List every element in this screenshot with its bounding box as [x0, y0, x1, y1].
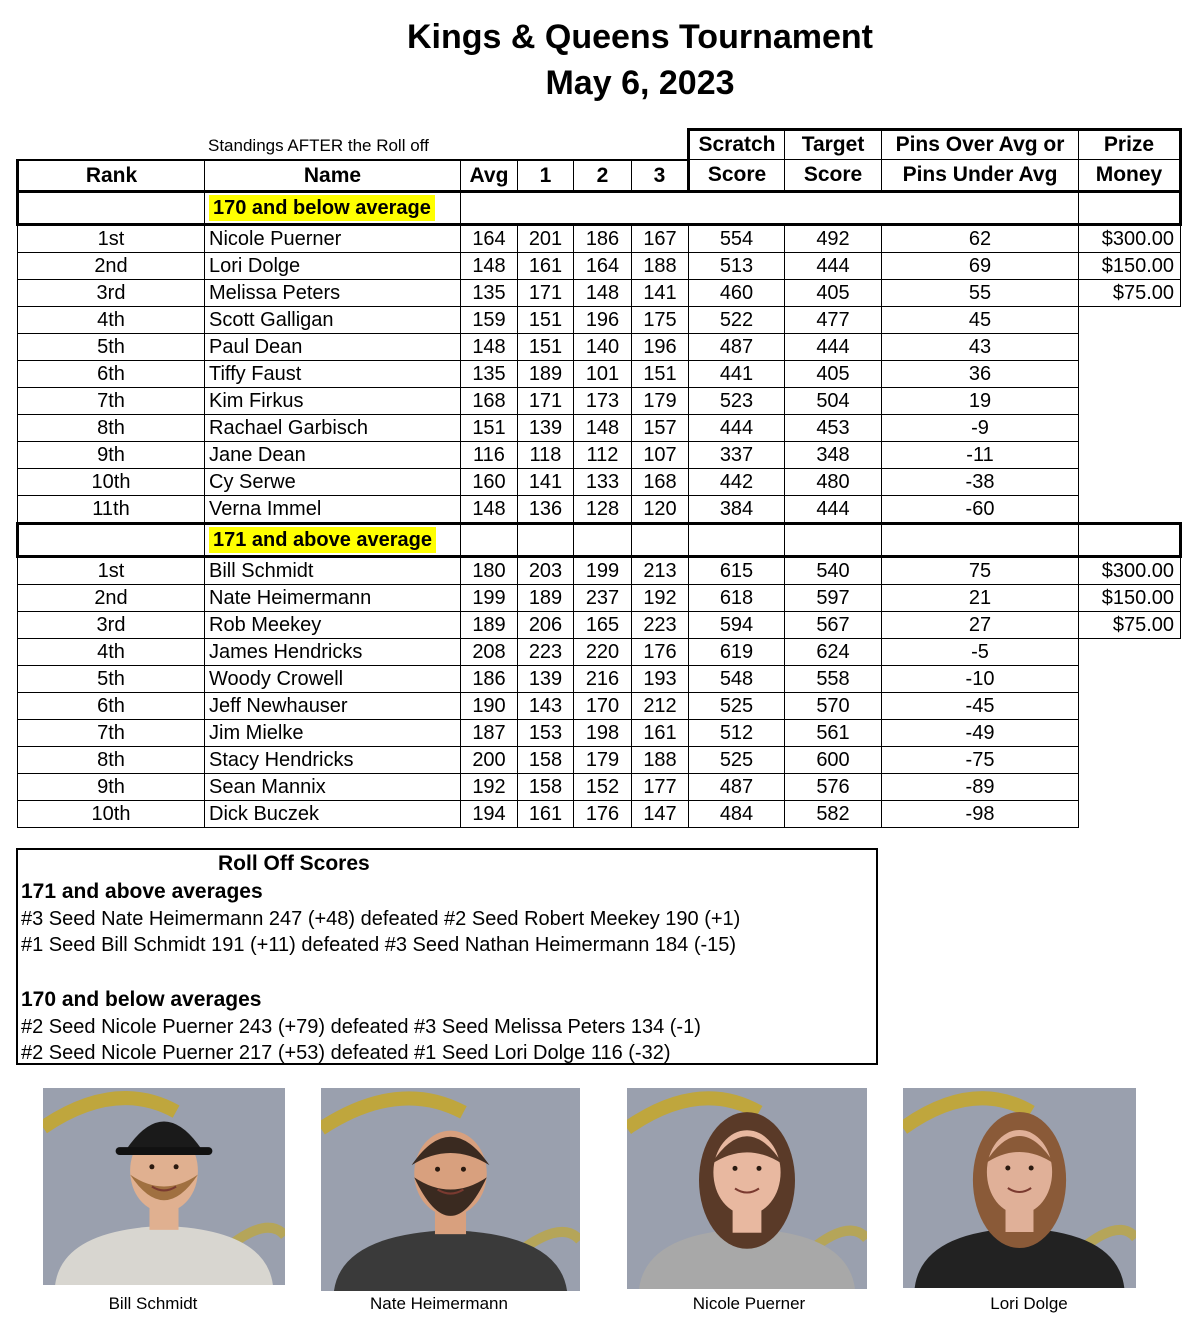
cell-pins: -11 [882, 441, 1079, 468]
cell-prize: $75.00 [1079, 279, 1181, 306]
table-row [18, 665, 1181, 692]
cell-avg: 192 [461, 773, 518, 800]
cell-avg: 199 [461, 584, 518, 611]
cell-g3: 188 [632, 252, 689, 279]
cell-target: 570 [785, 692, 882, 719]
cell-prize: $75.00 [1079, 611, 1181, 638]
cell-pins: -49 [882, 719, 1079, 746]
page-title: Kings & Queens Tournament [407, 18, 873, 56]
cell-g2: 148 [574, 414, 632, 441]
cell-rank: 3rd [18, 279, 205, 306]
cell-target: 348 [785, 441, 882, 468]
rolloff-below-heading: 170 and below averages [21, 988, 262, 1011]
cell-name: Sean Mannix [205, 773, 461, 800]
cell-target: 405 [785, 279, 882, 306]
rolloff-line: #2 Seed Nicole Puerner 217 (+53) defeated #1 Seed Lori Dolge 116 (-32) [21, 1042, 671, 1064]
cell-g3: 120 [632, 495, 689, 523]
cell-avg: 148 [461, 333, 518, 360]
cell-avg: 208 [461, 638, 518, 665]
cell-prize: $150.00 [1079, 584, 1181, 611]
cell-name: Dick Buczek [205, 800, 461, 827]
cell-scratch: 384 [689, 495, 785, 523]
cell-pins: 43 [882, 333, 1079, 360]
header-scratch-1: Scratch [689, 130, 785, 160]
cell-rank: 8th [18, 414, 205, 441]
cell-g2: 140 [574, 333, 632, 360]
table-row [18, 441, 1181, 468]
cell-prize [1079, 333, 1181, 360]
table-row [18, 414, 1181, 441]
cell-rank: 11th [18, 495, 205, 523]
cell-prize [1079, 306, 1181, 333]
cell-scratch: 337 [689, 441, 785, 468]
table-row [18, 746, 1181, 773]
cell-rank: 7th [18, 719, 205, 746]
cell-prize [1079, 719, 1181, 746]
cell-rank: 10th [18, 800, 205, 827]
cell-g1: 171 [518, 387, 574, 414]
cell-pins: -10 [882, 665, 1079, 692]
photo-nicole-puerner [627, 1088, 867, 1289]
cell-target: 600 [785, 746, 882, 773]
cell-scratch: 484 [689, 800, 785, 827]
cell-g3: 192 [632, 584, 689, 611]
cell-g2: 176 [574, 800, 632, 827]
cell-g3: 107 [632, 441, 689, 468]
cell-rank: 1st [18, 556, 205, 584]
cell-pins: 36 [882, 360, 1079, 387]
header-name: Name [205, 160, 461, 192]
table-row [18, 279, 1181, 306]
cell-scratch: 619 [689, 638, 785, 665]
cell-g1: 161 [518, 252, 574, 279]
cell-target: 576 [785, 773, 882, 800]
cell-rank: 4th [18, 306, 205, 333]
caption-bill-schmidt: Bill Schmidt [108, 1294, 198, 1313]
table-row [18, 611, 1181, 638]
header-game-2: 2 [574, 160, 632, 192]
cell-rank: 9th [18, 773, 205, 800]
cell-g2: 164 [574, 252, 632, 279]
table-row [18, 692, 1181, 719]
cell-g2: 101 [574, 360, 632, 387]
header-game-1: 1 [518, 160, 574, 192]
cell-rank: 2nd [18, 252, 205, 279]
rolloff-line: #1 Seed Bill Schmidt 191 (+11) defeated #3 Seed Nathan Heimermann 184 (-15) [21, 934, 737, 956]
table-row [18, 773, 1181, 800]
caption-lori-dolge: Lori Dolge [990, 1294, 1068, 1313]
tournament-date: May 6, 2023 [545, 64, 735, 102]
cell-target: 540 [785, 556, 882, 584]
cell-g3: 151 [632, 360, 689, 387]
cell-scratch: 487 [689, 773, 785, 800]
table-row [18, 224, 1181, 252]
eye [174, 1164, 179, 1169]
cell-g3: 176 [632, 638, 689, 665]
cell-avg: 159 [461, 306, 518, 333]
cell-prize [1079, 360, 1181, 387]
cell-g1: 141 [518, 468, 574, 495]
rolloff-title: Roll Off Scores [218, 852, 370, 875]
eye [149, 1164, 154, 1169]
cell-name: Jeff Newhauser [205, 692, 461, 719]
cell-g3: 167 [632, 224, 689, 252]
header-pins-2: Pins Under Avg [882, 160, 1079, 192]
rolloff-above-heading: 171 and above averages [21, 880, 263, 903]
cell-prize [1079, 665, 1181, 692]
header-pins-1: Pins Over Avg or [882, 130, 1079, 160]
cell-pins: -38 [882, 468, 1079, 495]
cell-rank: 10th [18, 468, 205, 495]
cell-scratch: 615 [689, 556, 785, 584]
cell-g2: 186 [574, 224, 632, 252]
cell-name: Kim Firkus [205, 387, 461, 414]
table-row [18, 306, 1181, 333]
cell-g1: 136 [518, 495, 574, 523]
header-target-2: Score [785, 160, 882, 192]
cell-target: 477 [785, 306, 882, 333]
eye [757, 1166, 762, 1171]
cell-g2: 133 [574, 468, 632, 495]
rolloff-line: #2 Seed Nicole Puerner 243 (+79) defeated #3 Seed Melissa Peters 134 (-1) [21, 1016, 701, 1038]
cell-pins: 45 [882, 306, 1079, 333]
cell-g1: 189 [518, 584, 574, 611]
cell-g2: 152 [574, 773, 632, 800]
cell-g1: 139 [518, 665, 574, 692]
cell-g3: 188 [632, 746, 689, 773]
cell-prize [1079, 495, 1181, 523]
cell-name: Nate Heimermann [205, 584, 461, 611]
cell-pins: 62 [882, 224, 1079, 252]
cell-pins: -5 [882, 638, 1079, 665]
cell-name: Rachael Garbisch [205, 414, 461, 441]
cell-scratch: 548 [689, 665, 785, 692]
cell-scratch: 618 [689, 584, 785, 611]
cell-scratch: 442 [689, 468, 785, 495]
cell-g2: 198 [574, 719, 632, 746]
cell-target: 504 [785, 387, 882, 414]
cell-pins: 75 [882, 556, 1079, 584]
caption-nate-heimermann: Nate Heimermann [370, 1294, 508, 1313]
cell-g3: 161 [632, 719, 689, 746]
cell-g1: 118 [518, 441, 574, 468]
header-scratch-2: Score [689, 160, 785, 192]
cell-prize [1079, 692, 1181, 719]
cell-target: 567 [785, 611, 882, 638]
standings-table [16, 128, 1182, 828]
standings-note: Standings AFTER the Roll off [208, 136, 429, 155]
cell-scratch: 460 [689, 279, 785, 306]
cell-target: 492 [785, 224, 882, 252]
cell-name: Scott Galligan [205, 306, 461, 333]
cell-avg: 168 [461, 387, 518, 414]
cell-g1: 151 [518, 333, 574, 360]
cell-name: Tiffy Faust [205, 360, 461, 387]
cell-scratch: 523 [689, 387, 785, 414]
table-row [18, 495, 1181, 523]
cell-g3: 179 [632, 387, 689, 414]
cell-pins: -89 [882, 773, 1079, 800]
cell-target: 444 [785, 495, 882, 523]
cell-avg: 180 [461, 556, 518, 584]
section-label: 171 and above average [209, 527, 436, 553]
rolloff-scores-box [16, 848, 878, 1065]
table-row [18, 333, 1181, 360]
table-row [18, 638, 1181, 665]
cell-g1: 158 [518, 746, 574, 773]
cell-prize [1079, 746, 1181, 773]
cell-g2: 165 [574, 611, 632, 638]
cell-pins: -75 [882, 746, 1079, 773]
cell-g2: 220 [574, 638, 632, 665]
cell-g1: 161 [518, 800, 574, 827]
cell-pins: 55 [882, 279, 1079, 306]
cell-g1: 139 [518, 414, 574, 441]
cell-target: 444 [785, 333, 882, 360]
cell-g3: 177 [632, 773, 689, 800]
caption-nicole-puerner: Nicole Puerner [692, 1294, 806, 1313]
rolloff-line: #3 Seed Nate Heimermann 247 (+48) defeated #2 Seed Robert Meekey 190 (+1) [21, 908, 741, 930]
cell-g3: 213 [632, 556, 689, 584]
cell-prize [1079, 387, 1181, 414]
table-row [18, 800, 1181, 827]
cell-g3: 196 [632, 333, 689, 360]
cell-g2: 179 [574, 746, 632, 773]
header-avg: Avg [461, 160, 518, 192]
cell-avg: 194 [461, 800, 518, 827]
cell-avg: 151 [461, 414, 518, 441]
photo-bill-schmidt [43, 1088, 285, 1285]
cell-scratch: 525 [689, 746, 785, 773]
cell-g3: 141 [632, 279, 689, 306]
table-row [18, 387, 1181, 414]
cell-g1: 153 [518, 719, 574, 746]
cell-g3: 212 [632, 692, 689, 719]
cell-g3: 147 [632, 800, 689, 827]
cell-target: 582 [785, 800, 882, 827]
cell-pins: 19 [882, 387, 1079, 414]
cell-prize [1079, 800, 1181, 827]
cell-target: 405 [785, 360, 882, 387]
cell-name: Bill Schmidt [205, 556, 461, 584]
cell-g3: 223 [632, 611, 689, 638]
eye [733, 1166, 738, 1171]
cell-avg: 160 [461, 468, 518, 495]
cell-name: Lori Dolge [205, 252, 461, 279]
table-row [18, 556, 1181, 584]
photo-lori-dolge [903, 1088, 1136, 1288]
photo-nate-heimermann [321, 1088, 580, 1291]
cell-prize: $300.00 [1079, 224, 1181, 252]
cell-g1: 206 [518, 611, 574, 638]
cell-g3: 175 [632, 306, 689, 333]
cell-prize [1079, 638, 1181, 665]
cell-prize: $150.00 [1079, 252, 1181, 279]
cell-prize [1079, 414, 1181, 441]
cell-g2: 216 [574, 665, 632, 692]
cell-avg: 148 [461, 495, 518, 523]
cell-scratch: 525 [689, 692, 785, 719]
table-row [18, 468, 1181, 495]
cell-pins: -9 [882, 414, 1079, 441]
header-prize-1: Prize [1079, 130, 1181, 160]
cell-g1: 151 [518, 306, 574, 333]
cell-prize [1079, 468, 1181, 495]
section-header-row [18, 523, 1181, 556]
cell-g1: 143 [518, 692, 574, 719]
cell-scratch: 487 [689, 333, 785, 360]
cell-scratch: 512 [689, 719, 785, 746]
table-row [18, 360, 1181, 387]
header-game-3: 3 [632, 160, 689, 192]
cell-name: Verna Immel [205, 495, 461, 523]
cell-g2: 128 [574, 495, 632, 523]
cell-name: Woody Crowell [205, 665, 461, 692]
cell-name: Rob Meekey [205, 611, 461, 638]
header-prize-2: Money [1079, 160, 1181, 192]
cell-scratch: 513 [689, 252, 785, 279]
cell-pins: -45 [882, 692, 1079, 719]
cell-avg: 190 [461, 692, 518, 719]
cell-g1: 203 [518, 556, 574, 584]
cell-target: 597 [785, 584, 882, 611]
cell-prize [1079, 773, 1181, 800]
cell-rank: 5th [18, 333, 205, 360]
cell-g2: 196 [574, 306, 632, 333]
eye [1029, 1166, 1034, 1171]
cell-g1: 171 [518, 279, 574, 306]
cell-rank: 3rd [18, 611, 205, 638]
cell-scratch: 522 [689, 306, 785, 333]
cell-name: Jim Mielke [205, 719, 461, 746]
cell-g1: 158 [518, 773, 574, 800]
cell-scratch: 594 [689, 611, 785, 638]
cell-g2: 148 [574, 279, 632, 306]
cell-name: Nicole Puerner [205, 224, 461, 252]
cell-avg: 189 [461, 611, 518, 638]
cell-g1: 189 [518, 360, 574, 387]
cell-g2: 237 [574, 584, 632, 611]
cell-name: Jane Dean [205, 441, 461, 468]
cell-avg: 186 [461, 665, 518, 692]
cell-name: James Hendricks [205, 638, 461, 665]
cell-target: 480 [785, 468, 882, 495]
cell-rank: 1st [18, 224, 205, 252]
cell-g1: 201 [518, 224, 574, 252]
cell-rank: 2nd [18, 584, 205, 611]
cell-g3: 193 [632, 665, 689, 692]
cell-avg: 200 [461, 746, 518, 773]
cell-g1: 223 [518, 638, 574, 665]
cell-pins: 27 [882, 611, 1079, 638]
cell-rank: 9th [18, 441, 205, 468]
cell-target: 624 [785, 638, 882, 665]
header-target-1: Target [785, 130, 882, 160]
cell-rank: 8th [18, 746, 205, 773]
cell-scratch: 554 [689, 224, 785, 252]
section-label: 170 and below average [209, 195, 435, 221]
cell-scratch: 444 [689, 414, 785, 441]
cell-prize: $300.00 [1079, 556, 1181, 584]
cell-g2: 112 [574, 441, 632, 468]
cell-target: 444 [785, 252, 882, 279]
cell-avg: 148 [461, 252, 518, 279]
table-row [18, 252, 1181, 279]
cell-avg: 187 [461, 719, 518, 746]
section-header-row [18, 191, 1181, 224]
eye [461, 1167, 466, 1172]
table-row [18, 584, 1181, 611]
cell-rank: 6th [18, 692, 205, 719]
cell-avg: 135 [461, 279, 518, 306]
cell-g2: 199 [574, 556, 632, 584]
eye [435, 1167, 440, 1172]
cell-name: Melissa Peters [205, 279, 461, 306]
cell-g2: 170 [574, 692, 632, 719]
cell-rank: 6th [18, 360, 205, 387]
cap-brim [116, 1147, 213, 1155]
cell-avg: 135 [461, 360, 518, 387]
cell-name: Stacy Hendricks [205, 746, 461, 773]
cell-prize [1079, 441, 1181, 468]
cell-rank: 4th [18, 638, 205, 665]
cell-g3: 168 [632, 468, 689, 495]
cell-rank: 5th [18, 665, 205, 692]
cell-target: 561 [785, 719, 882, 746]
cell-avg: 164 [461, 224, 518, 252]
cell-g2: 173 [574, 387, 632, 414]
cell-name: Cy Serwe [205, 468, 461, 495]
cell-name: Paul Dean [205, 333, 461, 360]
cell-pins: 21 [882, 584, 1079, 611]
cell-pins: 69 [882, 252, 1079, 279]
header-rank: Rank [18, 160, 205, 192]
cell-pins: -60 [882, 495, 1079, 523]
cell-target: 558 [785, 665, 882, 692]
cell-avg: 116 [461, 441, 518, 468]
table-row [18, 719, 1181, 746]
cell-rank: 7th [18, 387, 205, 414]
cell-target: 453 [785, 414, 882, 441]
cell-scratch: 441 [689, 360, 785, 387]
cell-pins: -98 [882, 800, 1079, 827]
eye [1005, 1166, 1010, 1171]
cell-g3: 157 [632, 414, 689, 441]
